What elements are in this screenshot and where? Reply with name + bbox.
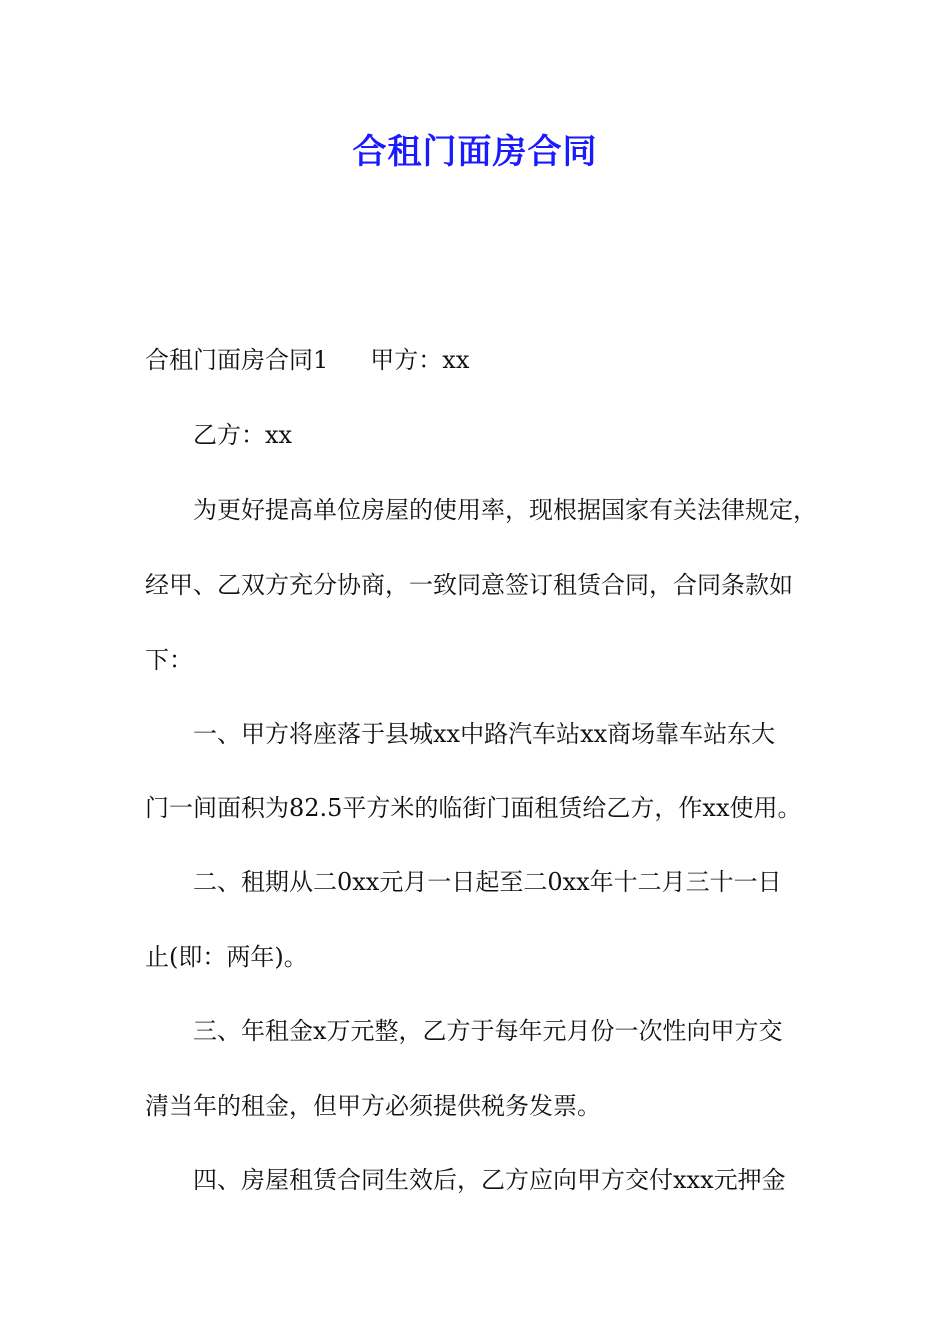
clause-3-line-1: 三、年租金x万元整，乙方于每年元月份一次性向甲方交 [193, 1017, 783, 1045]
document-title: 合租门面房合同 [352, 132, 598, 172]
clause-2-line-1: 二、租期从二0xx元月一日起至二0xx年十二月三十一日 [193, 868, 782, 896]
clause-2-line-2: 止(即：两年)。 [145, 943, 308, 971]
clause-1-line-1: 一、甲方将座落于县城xx中路汽车站xx商场靠车站东大 [193, 720, 776, 748]
paragraph-intro-line-2: 经甲、乙双方充分协商，一致同意签订租赁合同，合同条款如 [145, 571, 793, 599]
party-b: 乙方：xx [193, 421, 293, 449]
clause-3-line-2: 清当年的租金，但甲方必须提供税务发票。 [145, 1092, 601, 1120]
party-a: 甲方：xx [370, 346, 470, 374]
paragraph-intro-line-1: 为更好提高单位房屋的使用率，现根据国家有关法律规定， [193, 496, 817, 524]
contract-subtitle: 合租门面房合同1 [145, 346, 329, 374]
clause-1-line-2: 门一间面积为82.5平方米的临街门面租赁给乙方，作xx使用。 [145, 794, 802, 822]
text-line-heading [145, 342, 815, 378]
paragraph-intro-line-3: 下： [145, 646, 193, 674]
clause-4-line-1: 四、房屋租赁合同生效后，乙方应向甲方交付xxx元押金 [193, 1166, 786, 1194]
